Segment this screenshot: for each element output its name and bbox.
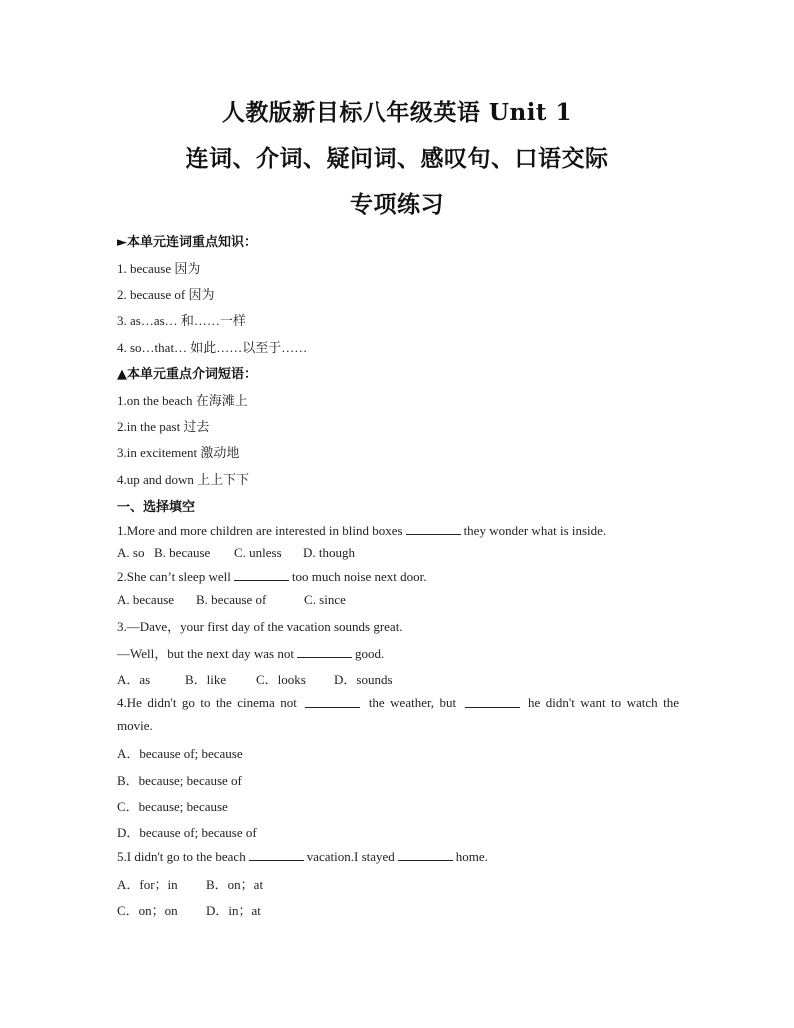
question-2-options — [117, 592, 346, 608]
conj-item: 2. because of 因为 — [117, 287, 215, 302]
option: D．sounds — [334, 672, 393, 687]
question-1-options — [117, 545, 355, 561]
answer-blank — [234, 568, 289, 581]
option: C. unless — [234, 545, 282, 560]
option: A. because — [117, 592, 175, 607]
option: C．looks — [256, 672, 306, 687]
option: A．for；in — [117, 877, 178, 892]
option: A．as — [117, 672, 151, 687]
title-line-2: 连词、介词、疑问词、感叹句、口语交际 — [185, 145, 609, 172]
option: D．in；at — [206, 903, 261, 918]
answer-blank — [297, 645, 352, 658]
question-1: 1.More and more children are interested in blind boxes they wonder what is inside. — [117, 523, 607, 538]
conj-item: 3. as…as… 和……一样 — [117, 313, 246, 328]
option: C．on；on — [117, 903, 178, 918]
title-line-1: 人教版新目标八年级英语 Unit 1 — [221, 99, 573, 126]
question-5-options — [117, 900, 261, 919]
option: D. though — [303, 545, 355, 560]
prep-item: 3.in excitement 激动地 — [117, 445, 240, 460]
prep-item: 1.on the beach 在海滩上 — [117, 393, 248, 408]
answer-blank — [305, 695, 360, 708]
prep-heading: ▲本单元重点介词短语： — [117, 367, 257, 382]
conj-item: 4. so…that… 如此……以至于…… — [117, 340, 308, 355]
answer-blank — [465, 695, 520, 708]
option: C. since — [304, 592, 346, 607]
exercise-heading: 一、选择填空 — [117, 500, 196, 515]
option: A．because of; because — [117, 746, 243, 761]
conj-item: 1. because 因为 — [117, 261, 201, 276]
option: B．because; because of — [117, 773, 242, 788]
question-5-options — [117, 874, 263, 893]
title-line-3: 专项练习 — [350, 191, 444, 218]
option: A. so — [117, 545, 145, 560]
question-3: 3.—Dave，your first day of the vacation sounds great. — [117, 619, 403, 634]
option: B. because — [154, 545, 211, 560]
answer-blank — [398, 848, 453, 861]
prep-item: 2.in the past 过去 — [117, 419, 210, 434]
prep-item: 4.up and down 上上下下 — [117, 472, 250, 487]
answer-blank — [249, 848, 304, 861]
option: D．because of; because of — [117, 825, 257, 840]
question-4: 4.He didn't go to the cinema not the weather, but he didn't want to watch the — [117, 695, 679, 710]
option: C．because; because — [117, 799, 228, 814]
answer-blank — [406, 522, 461, 535]
question-5: 5.I didn't go to the beach vacation.I stayed home. — [117, 849, 488, 864]
option: B．like — [185, 672, 227, 687]
question-3-reply: —Well，but the next day was not good. — [117, 646, 385, 661]
conj-heading: ►本单元连词重点知识： — [117, 235, 257, 250]
option: B. because of — [196, 592, 267, 607]
question-3-options — [117, 669, 393, 688]
option: B．on；at — [206, 877, 264, 892]
question-4-cont: movie. — [117, 718, 153, 733]
question-2: 2.She can’t sleep well too much noise next door. — [117, 569, 427, 584]
